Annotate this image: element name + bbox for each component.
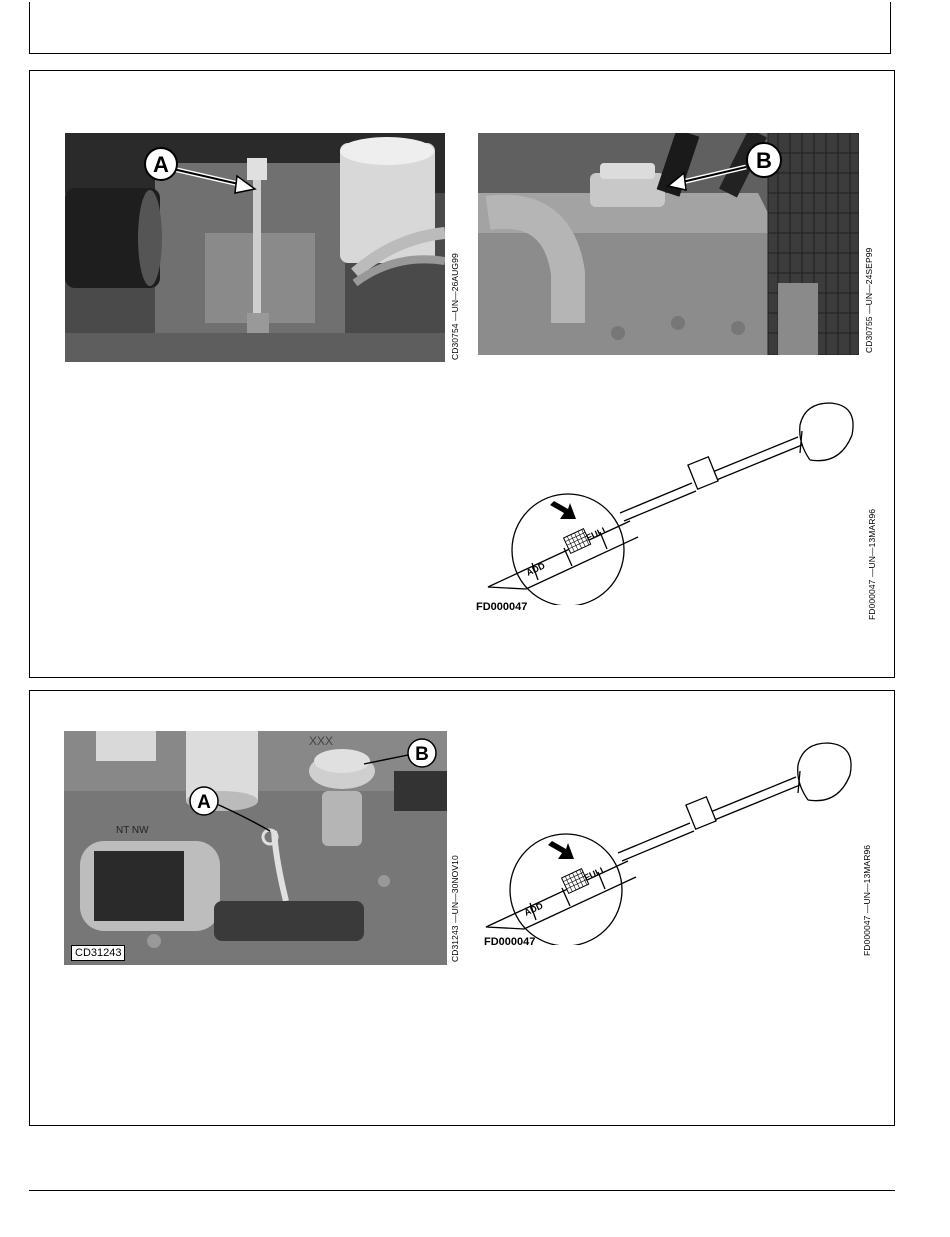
callout-a2: A <box>197 792 211 813</box>
engine-render-dipstick-fill <box>64 731 447 965</box>
callout-b: B <box>756 148 772 173</box>
image-id-tag: CD31243 <box>71 945 125 961</box>
dipstick-caption-1: FD000047 <box>476 601 528 613</box>
photo-code-right: CD30755 —UN—24SEP99 <box>864 247 874 353</box>
photo-code-panel2: CD31243 —UN—30NOV10 <box>450 855 460 962</box>
dipstick-code-1: FD000047 —UN—13MAR96 <box>867 508 877 620</box>
cast-marks: XXX <box>309 734 334 748</box>
dipstick-full-label-2: FULL <box>582 864 608 883</box>
engine-photo-dipstick <box>65 133 445 362</box>
engine-photo-fill-cap <box>478 133 859 355</box>
dipstick-add-label-2: ADD <box>522 900 545 918</box>
dipstick-illustration-1 <box>480 395 860 605</box>
footer-rule <box>29 1190 895 1191</box>
dipstick-caption-2: FD000047 <box>484 936 536 948</box>
dipstick-code-2: FD000047 —UN—13MAR96 <box>862 844 872 956</box>
dipstick-illustration-2 <box>478 735 858 945</box>
callout-a: A <box>153 152 169 177</box>
photo-code-left: CD30754 —UN—26AUG99 <box>450 253 460 360</box>
callout-b2: B <box>415 744 429 765</box>
dipstick-add-label: ADD <box>524 560 547 578</box>
nt-marks: NT NW <box>116 825 149 836</box>
dipstick-full-label: FULL <box>584 524 610 543</box>
page-header-box <box>29 2 891 54</box>
